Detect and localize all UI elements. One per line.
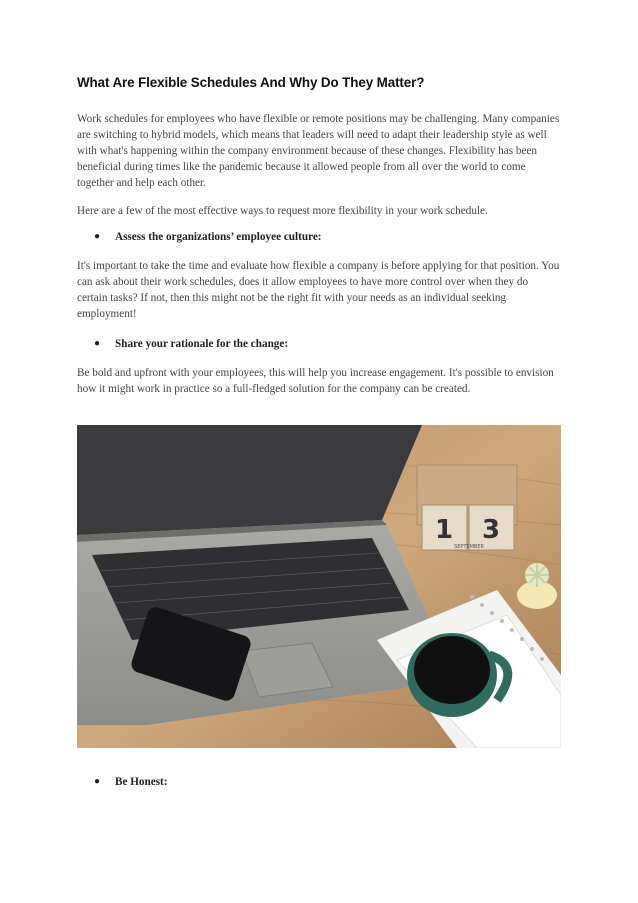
desk-photo bbox=[77, 425, 561, 748]
bullet-be-honest-row bbox=[77, 774, 561, 790]
bullet-dot-icon: ● bbox=[94, 776, 101, 787]
calendar-digit-1: 1 bbox=[434, 515, 454, 545]
bullet-share-rationale bbox=[77, 336, 561, 352]
intro-paragraph: Work schedules for employees who have flexible or remote positions may be challenging. Many companies are switching to hybrid models, which means that leaders will need to adapt their leadership style as well with what's happening within the company environment because of these changes. Flexibility has been beneficial during times like the pandemic because it allowed people from all over the world to come together and help each other. bbox=[77, 113, 560, 189]
bullet-dot-icon: ● bbox=[94, 338, 101, 349]
wooden-block-calendar bbox=[417, 465, 517, 550]
rationale-paragraph: Be bold and upfront with your employees, this will help you increase engagement. It's possible to envision how it might work in practice so a full-fledged solution for the company can be created. bbox=[77, 367, 554, 395]
bullet-be-honest bbox=[77, 774, 561, 803]
page-title: What Are Flexible Schedules And Why Do They Matter? bbox=[77, 75, 425, 90]
bullet-dot-icon: ● bbox=[94, 231, 101, 242]
bullet-heading: Assess the organizations’ employee culture: bbox=[115, 231, 322, 243]
desk-photo-illustration bbox=[77, 425, 561, 748]
calendar-month: SEPTEMBER bbox=[454, 544, 484, 550]
calendar-digit-2: 3 bbox=[481, 515, 501, 545]
lead-paragraph: Here are a few of the most effective ways to request more flexibility in your work schedule. bbox=[77, 205, 488, 217]
document-page bbox=[77, 75, 561, 397]
bullet-heading: Be Honest: bbox=[115, 776, 168, 788]
bullet-heading: Share your rationale for the change: bbox=[115, 338, 289, 350]
assess-paragraph: It's important to take the time and evaluate how flexible a company is before applying for that position. You can ask about their work schedules, does it allow employees to have more control over when they do certain tasks? If not, then this might not be the right fit with your needs as an individual seeking employment! bbox=[77, 260, 560, 320]
bullet-assess-culture bbox=[77, 229, 561, 245]
laptop-screen bbox=[77, 425, 422, 535]
